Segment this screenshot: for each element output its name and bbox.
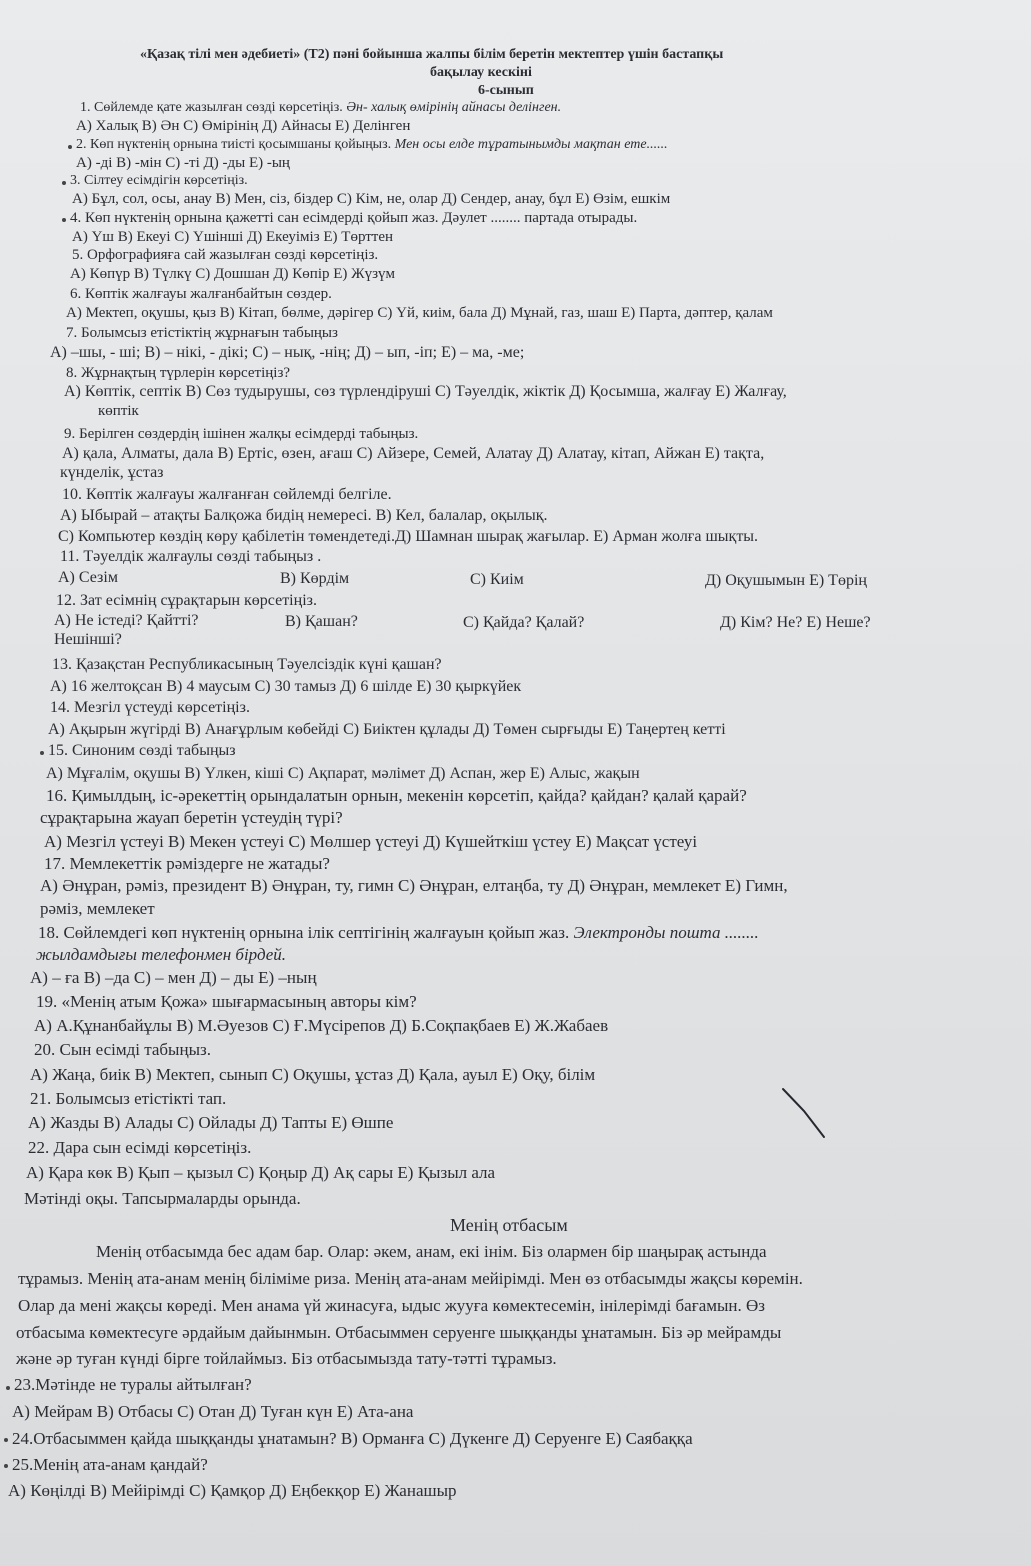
question-16-text-cont: сұрақтарына жауап беретін үстеудің түрі? xyxy=(40,808,343,827)
reading-line-1: Менің отбасымда бес адам бар. Олар: әкем, анам, екі інім. Біз олармен бір шаңырақ астында xyxy=(96,1242,767,1261)
question-25-options: А) Көңілді В) Мейірімді С) Қамқор Д) Еңбекқор Е) Жанашыр xyxy=(8,1481,457,1500)
question-18-options: А) – ға В) –да С) – мен Д) – ды Е) –ның xyxy=(30,968,317,987)
question-1-sentence: Ән- халық өмірінің айнасы делінген. xyxy=(346,100,562,115)
question-15-text: 15. Синоним сөзді табыңыз xyxy=(48,742,236,759)
question-8-options-cont: көптік xyxy=(98,403,139,419)
question-14-text: 14. Мезгіл үстеуді көрсетіңіз. xyxy=(50,699,250,716)
header-title-line1: «Қазақ тілі мен әдебиеті» (Т2) пәні бойынша жалпы білім беретін мектептер үшін бастапқы xyxy=(140,47,724,62)
reading-line-4: отбасыма көмектесуге әрдайым дайынмын. Отбасыммен серуенге шыққанды ұнатамын. Біз әр мейрамды xyxy=(16,1323,782,1342)
reading-title: Менің отбасым xyxy=(450,1215,568,1235)
question-10-text: 10. Көптік жалғауы жалғанған сөйлемді белгіле. xyxy=(62,486,392,503)
question-3-options: А) Бұл, сол, осы, анау В) Мен, сіз, біздер С) Кім, не, олар Д) Сендер, анау, бұл Е) Өзім, ешкім xyxy=(72,191,671,207)
question-18-text: 18. Сөйлемдегі көп нүктенің орнына ілік септігінің жалғауын қойып жаз. xyxy=(38,923,570,942)
pencil-dot-mark xyxy=(6,1386,10,1390)
reading-line-3: Олар да мені жақсы көреді. Мен анама үй жинасуға, ыдыс жууға көмектесемін, інілерімді бағамын. Өз xyxy=(18,1296,766,1315)
question-8-options: А) Көптік, септік В) Сөз тудырушы, сөз түрлендіруші С) Тәуелдік, жіктік Д) Қосымша, жалғау Е) Жалғау, xyxy=(64,383,787,400)
question-17-options-cont: рәміз, мемлекет xyxy=(40,899,155,918)
question-6-options: А) Мектеп, оқушы, қыз В) Кітап, бөлме, дәрігер С) Үй, киім, бала Д) Мұнай, газ, шаш Е) Парта, дәптер, қалам xyxy=(66,305,773,321)
question-12-option-b: В) Қашан? xyxy=(285,613,358,630)
question-6-text: 6. Көптік жалғауы жалғанбайтын сөздер. xyxy=(70,286,332,302)
question-5-options: А) Көпүр В) Түлкү С) Дошшан Д) Көпір Е) Жүзүм xyxy=(70,266,396,282)
question-11-option-c: С) Киім xyxy=(470,571,524,588)
question-18-sentence: Электронды пошта ........ xyxy=(573,923,759,942)
reading-line-2: тұрамыз. Менің ата-анам менің біліміме риза. Менің ата-анам мейірімді. Мен өз отбасымды жақсы көремін. xyxy=(18,1269,803,1288)
question-2-options: А) -ді В) -мін С) -ті Д) -ды Е) -ың xyxy=(76,155,290,171)
question-11-text: 11. Тәуелдік жалғаулы сөзді табыңыз . xyxy=(60,548,322,565)
question-20-text: 20. Сын есімді табыңыз. xyxy=(34,1040,211,1059)
question-16-text: 16. Қимылдың, іс-әрекеттің орындалатын орнын, мекенін көрсетіп, қайда? қайдан? қалай қарай? xyxy=(46,786,747,805)
question-12-option-a: А) Не істеді? Қайтті? xyxy=(54,612,199,629)
question-19-options: А) А.Құнанбайұлы В) М.Әуезов С) Ғ.Мүсірепов Д) Б.Соқпақбаев Е) Ж.Жабаев xyxy=(34,1016,609,1035)
pencil-dot-mark xyxy=(4,1464,8,1468)
question-18 xyxy=(38,924,759,942)
question-12-options-cont: Нешінші? xyxy=(54,631,122,648)
question-22-text: 22. Дара сын есімді көрсетіңіз. xyxy=(28,1138,252,1157)
header-title-line2: бақылау кескіні xyxy=(430,65,532,80)
question-22-options: А) Қара көк В) Қып – қызыл С) Қоңыр Д) Ақ сары Е) Қызыл ала xyxy=(26,1163,496,1182)
question-7-options: А) –шы, - ші; В) – нікі, - дікі; С) – нық, -нің; Д) – ып, -іп; Е) – ма, -ме; xyxy=(50,344,525,361)
question-7-text: 7. Болымсыз етістіктің жұрнағын табыңыз xyxy=(66,325,338,341)
question-12-option-de: Д) Кім? Не? Е) Неше? xyxy=(720,614,871,631)
question-1-options: А) Халық В) Ән С) Өмірінің Д) Айнасы Е) Делінген xyxy=(76,118,411,134)
question-21-text: 21. Болымсыз етістікті тап. xyxy=(30,1089,227,1108)
question-11-option-b: В) Көрдім xyxy=(280,570,350,587)
question-9-options: А) қала, Алматы, дала В) Ертіс, өзен, ағаш С) Айзере, Семей, Алатау Д) Алатау, кітап, Айжан Е) тақта, xyxy=(62,445,765,462)
question-17-options: А) Әнұран, рәміз, президент В) Әнұран, ту, гимн С) Әнұран, елтаңба, ту Д) Әнұран, мемлекет Е) Гимн, xyxy=(40,876,788,895)
question-13-text: 13. Қазақстан Республикасының Тәуелсіздік күні қашан? xyxy=(52,656,442,673)
pencil-dot-mark xyxy=(68,145,72,149)
question-18-sentence-cont: жылдамдығы телефонмен бірдей. xyxy=(36,945,287,964)
question-2-text: 2. Көп нүктенің орнына тиісті қосымшаны қойыңыз. xyxy=(76,137,392,152)
reading-line-5: және әр туған күнді бірге тойлаймыз. Біз отбасымызда тату-тәтті тұрамыз. xyxy=(16,1349,557,1368)
question-1-text: 1. Сөйлемде қате жазылған сөзді көрсетіңіз. xyxy=(80,100,343,115)
question-25-text: 25.Менің ата-анам қандай? xyxy=(12,1455,208,1474)
header-grade: 6-сынып xyxy=(478,83,534,98)
question-9-text: 9. Берілген сөздердің ішінен жалқы есімдерді табыңыз. xyxy=(64,426,419,442)
question-1 xyxy=(80,99,561,117)
question-24-text: 24.Отбасыммен қайда шыққанды ұнатамын? В) Орманға С) Дүкенге Д) Серуенге Е) Саябаққа xyxy=(12,1429,693,1448)
question-5-text: 5. Орфографияға сай жазылған сөзді көрсетіңіз. xyxy=(72,247,379,263)
question-4-text: 4. Көп нүктенің орнына қажетті сан есімдерді қойып жаз. Дәулет ........ партада отырады. xyxy=(70,210,638,226)
question-11-option-a: А) Сезім xyxy=(58,569,118,586)
question-21-options: А) Жазды В) Алады С) Ойлады Д) Тапты Е) Өшпе xyxy=(28,1113,394,1132)
question-9-options-cont: күнделік, ұстаз xyxy=(60,464,164,481)
pencil-dot-mark xyxy=(62,181,66,185)
question-23-options: А) Мейрам В) Отбасы С) Отан Д) Туған күн Е) Ата-ана xyxy=(12,1402,414,1421)
question-10-options-cont: С) Компьютер көздің көру қабілетін төмендетеді.Д) Шамнан шырақ жағылар. Е) Арман жолға шықты. xyxy=(58,528,759,545)
pencil-dot-mark xyxy=(4,1438,8,1442)
question-15-options: А) Мұғалім, оқушы В) Үлкен, кіші С) Ақпарат, мәлімет Д) Аспан, жер Е) Алыс, жақын xyxy=(46,765,640,782)
question-20-options: А) Жаңа, биік В) Мектеп, сынып С) Оқушы, ұстаз Д) Қала, ауыл Е) Оқу, білім xyxy=(30,1065,596,1084)
question-19-text: 19. «Менің атым Қожа» шығармасының авторы кім? xyxy=(36,992,417,1011)
question-4-options: А) Үш В) Екеуі С) Үшінші Д) Екеуіміз Е) Төрттен xyxy=(72,229,394,245)
question-2-sentence: Мен осы елде тұратынымды мақтан ете...... xyxy=(394,137,668,152)
pencil-dot-mark xyxy=(40,751,44,755)
question-13-options: А) 16 желтоқсан В) 4 маусым С) 30 тамыз Д) 6 шілде Е) 30 қыркүйек xyxy=(50,678,522,695)
question-10-options: А) Ыбырай – атақты Балқожа бидің немересі. В) Кел, балалар, оқылық. xyxy=(60,507,548,524)
question-12-option-c: С) Қайда? Қалай? xyxy=(463,614,585,631)
question-14-options: А) Ақырын жүгірді В) Анағұрлым көбейді С) Биіктен құлады Д) Төмен сырғыды Е) Таңертең кетті xyxy=(48,721,726,738)
question-16-options: А) Мезгіл үстеуі В) Мекен үстеуі С) Мөлшер үстеуі Д) Күшейткіш үстеу Е) Мақсат үстеуі xyxy=(44,832,698,851)
question-23-text: 23.Мәтінде не туралы айтылған? xyxy=(14,1375,252,1394)
question-2 xyxy=(76,136,668,154)
question-8-text: 8. Жұрнақтың түрлерін көрсетіңіз? xyxy=(66,365,291,381)
reading-instruction: Мәтінді оқы. Тапсырмаларды орында. xyxy=(24,1189,301,1208)
pen-stroke-mark xyxy=(780,1085,830,1145)
question-12-text: 12. Зат есімнің сұрақтарын көрсетіңіз. xyxy=(56,592,317,609)
pencil-dot-mark xyxy=(62,218,66,222)
question-3-text: 3. Сілтеу есімдігін көрсетіңіз. xyxy=(70,173,248,188)
question-17-text: 17. Мемлекеттік рәміздерге не жатады? xyxy=(44,854,330,873)
question-11-option-de: Д) Оқушымын Е) Төрің xyxy=(705,572,867,589)
